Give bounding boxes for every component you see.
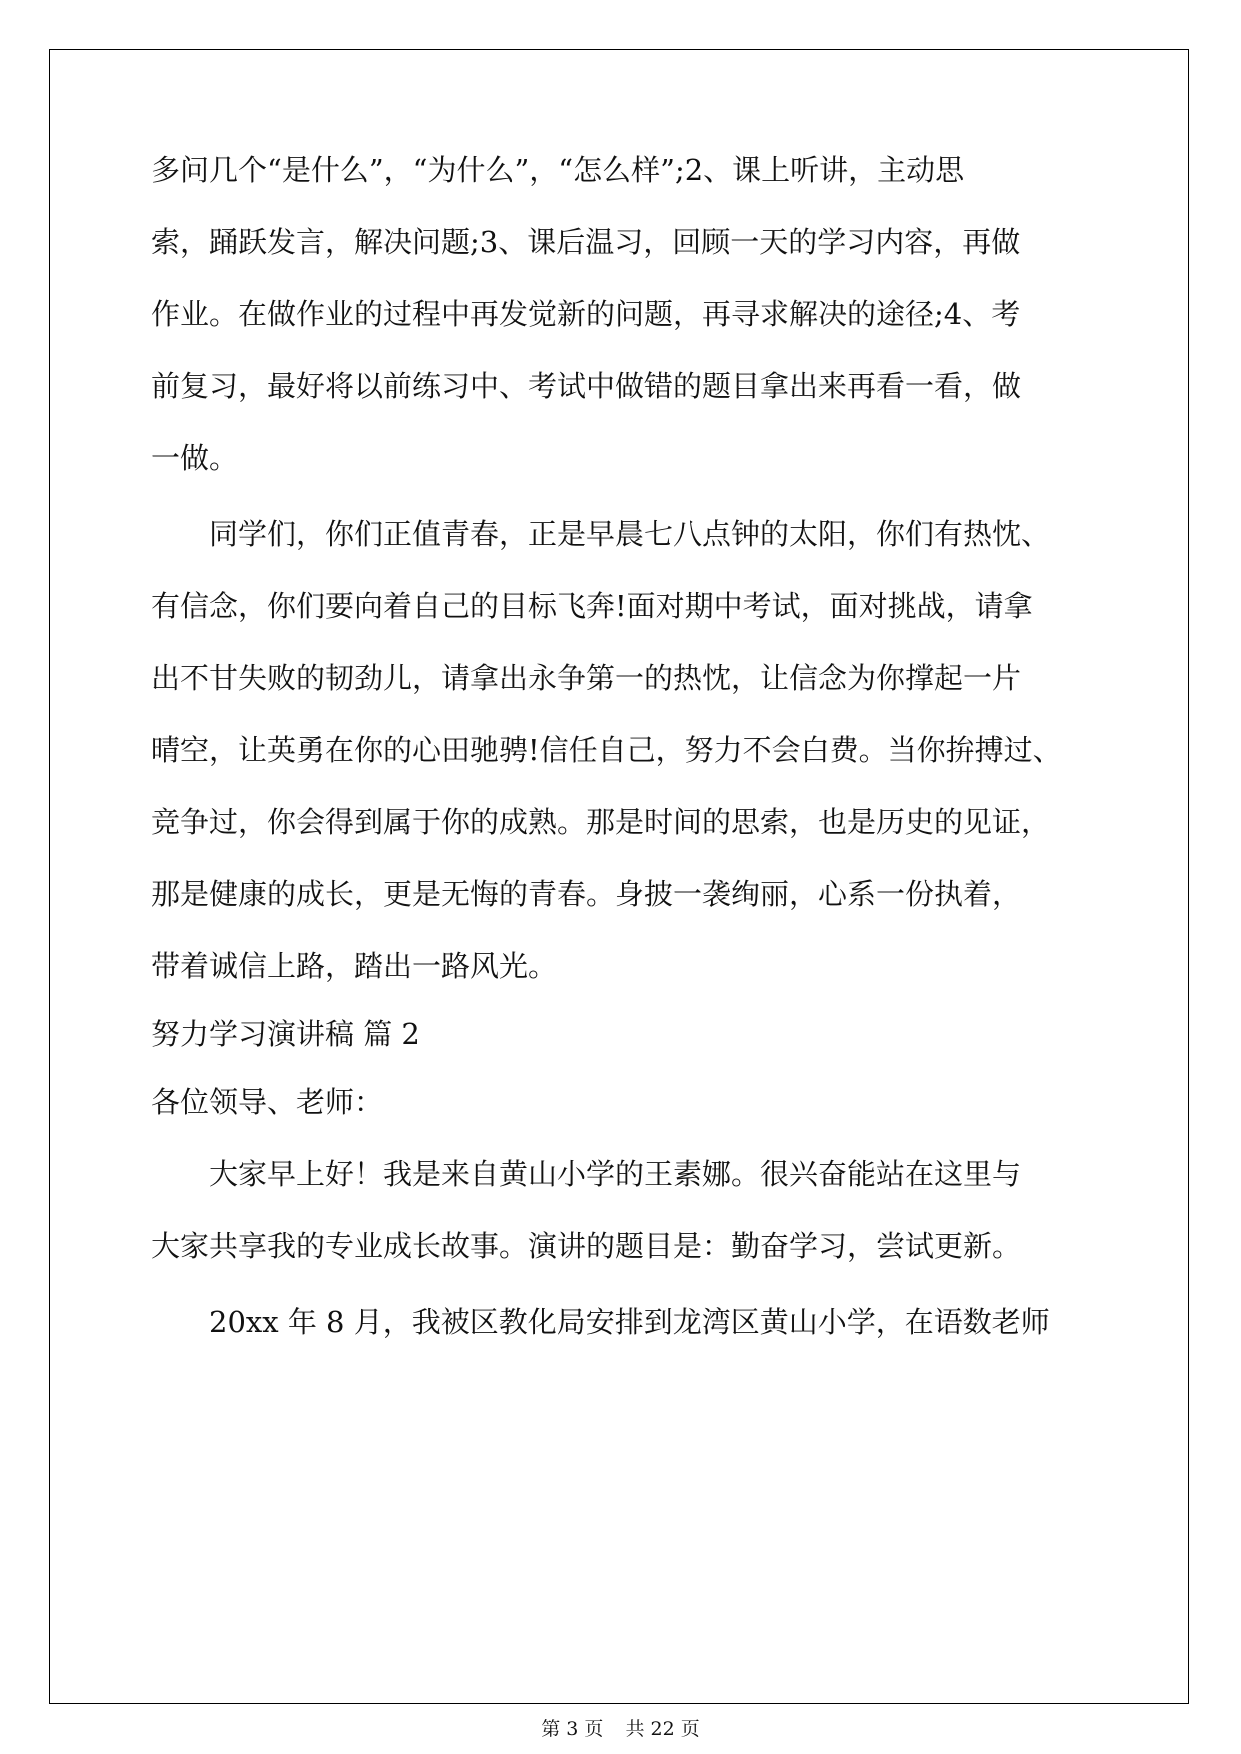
page-number: 第 3 页 xyxy=(541,1718,604,1740)
text-line: 前复习，最好将以前练习中、考试中做错的题目拿出来再看一看，做 xyxy=(151,369,1022,403)
text-line: 有信念，你们要向着自己的目标飞奔!面对期中考试，面对挑战，请拿 xyxy=(151,589,1033,623)
text-line: 20xx 年 8 月，我被区教化局安排到龙湾区黄山小学，在语数老师 xyxy=(209,1305,1050,1339)
page-total: 共 22 页 xyxy=(625,1718,700,1740)
text-line: 多问几个“是什么”，“为什么”，“怎么样”;2、课上听讲，主动思 xyxy=(151,153,965,187)
text-line: 索，踊跃发言，解决问题;3、课后温习，回顾一天的学习内容，再做 xyxy=(151,225,1021,259)
text-line: 晴空，让英勇在你的心田驰骋!信任自己，努力不会白费。当你拚搏过、 xyxy=(151,733,1062,767)
text-line: 出不甘失败的韧劲儿，请拿出永争第一的热忱，让信念为你撑起一片 xyxy=(151,661,1022,695)
text-line: 作业。在做作业的过程中再发觉新的问题，再寻求解决的途径;4、考 xyxy=(151,297,1021,331)
page-footer xyxy=(0,1714,1241,1741)
text-line: 同学们，你们正值青春，正是早晨七八点钟的太阳，你们有热忱、 xyxy=(209,517,1051,551)
text-line: 大家早上好！我是来自黄山小学的王素娜。很兴奋能站在这里与 xyxy=(209,1157,1022,1191)
text-line: 带着诚信上路，踏出一路风光。 xyxy=(151,949,558,983)
text-line: 那是健康的成长，更是无悔的青春。身披一袭绚丽，心系一份执着， xyxy=(151,877,1022,911)
text-line: 大家共享我的专业成长故事。演讲的题目是：勤奋学习，尝试更新。 xyxy=(151,1229,1022,1263)
text-line: 一做。 xyxy=(151,441,239,475)
section-heading: 努力学习演讲稿 篇 2 xyxy=(151,1017,420,1051)
salutation: 各位领导、老师： xyxy=(151,1085,384,1119)
text-line: 竞争过，你会得到属于你的成熟。那是时间的思索，也是历史的见证， xyxy=(151,805,1051,839)
